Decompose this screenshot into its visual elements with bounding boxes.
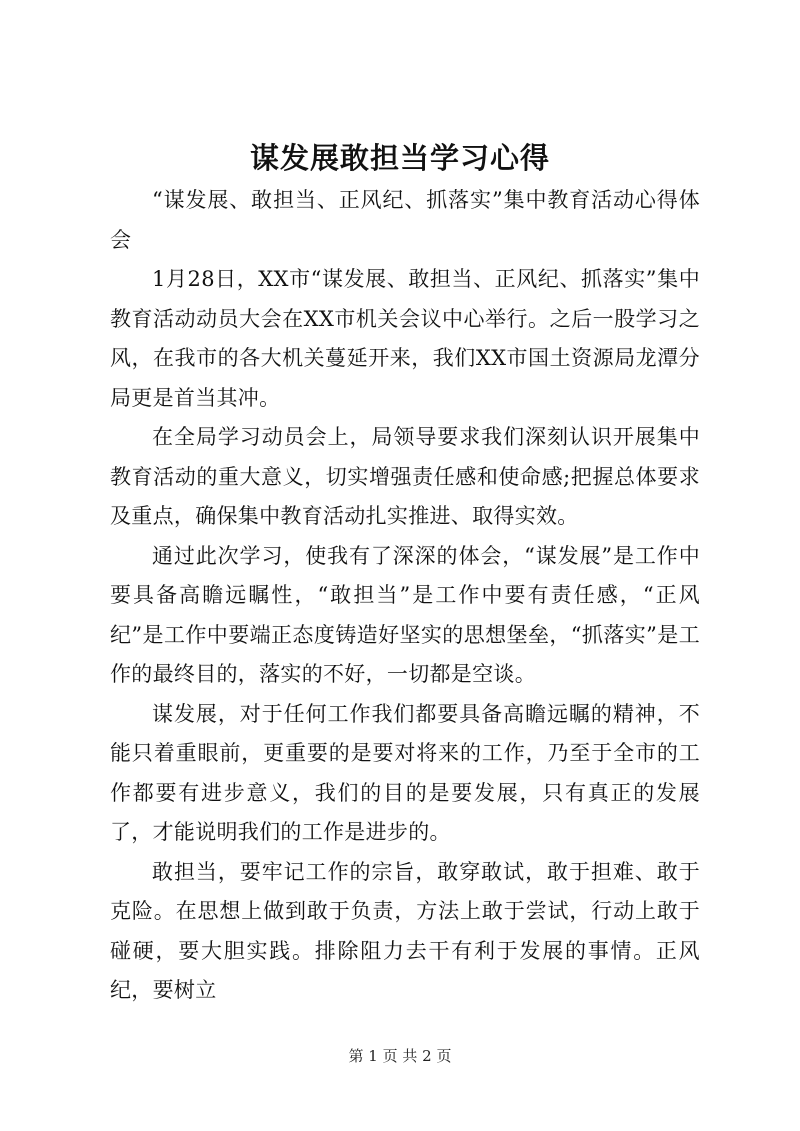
paragraph-responsibility: 敢担当，要牢记工作的宗旨，敢穿敢试，敢于担难、敢于克险。在思想上做到敢于负责，方法上敢于尝试，行动上敢于碰硬，要大胆实践。排除阻力去干有利于发展的事情。正风纪，要树立	[110, 859, 700, 1002]
document-body	[110, 181, 700, 1011]
document-title: 谋发展敢担当学习心得	[249, 141, 550, 175]
paragraph-meeting: 1月28日，XX市“谋发展、敢担当、正风纪、抓落实”集中教育活动动员大会在XX市机关会议中心举行。之后一股学习之风，在我市的各大机关蔓延开来，我们XX市国土资源局龙潭分局更是首当其冲。	[110, 267, 700, 410]
paragraph-mobilization: 在全局学习动员会上，局领导要求我们深刻认识开展集中教育活动的重大意义，切实增强责任感和使命感;把握总体要求及重点，确保集中教育活动扎实推进、取得实效。	[110, 425, 700, 528]
page-footer: 第 1 页 共 2 页	[348, 1047, 452, 1065]
paragraph-development: 谋发展，对于任何工作我们都要具备高瞻远瞩的精神，不能只着重眼前，更重要的是要对将来的工作，乃至于全市的工作都要有进步意义，我们的目的是要发展，只有真正的发展了，才能说明我们的工作是进步的。	[110, 701, 700, 844]
paragraph-understanding: 通过此次学习，使我有了深深的体会，“谋发展”是工作中要具备高瞻远瞩性，“敢担当”是工作中要有责任感，“正风纪”是工作中要端正态度铸造好坚实的思想堡垒，“抓落实”是工作的最终目的，落实的不好，一切都是空谈。	[110, 543, 700, 686]
paragraph-subtitle: “谋发展、敢担当、正风纪、抓落实”集中教育活动心得体会	[110, 188, 700, 252]
